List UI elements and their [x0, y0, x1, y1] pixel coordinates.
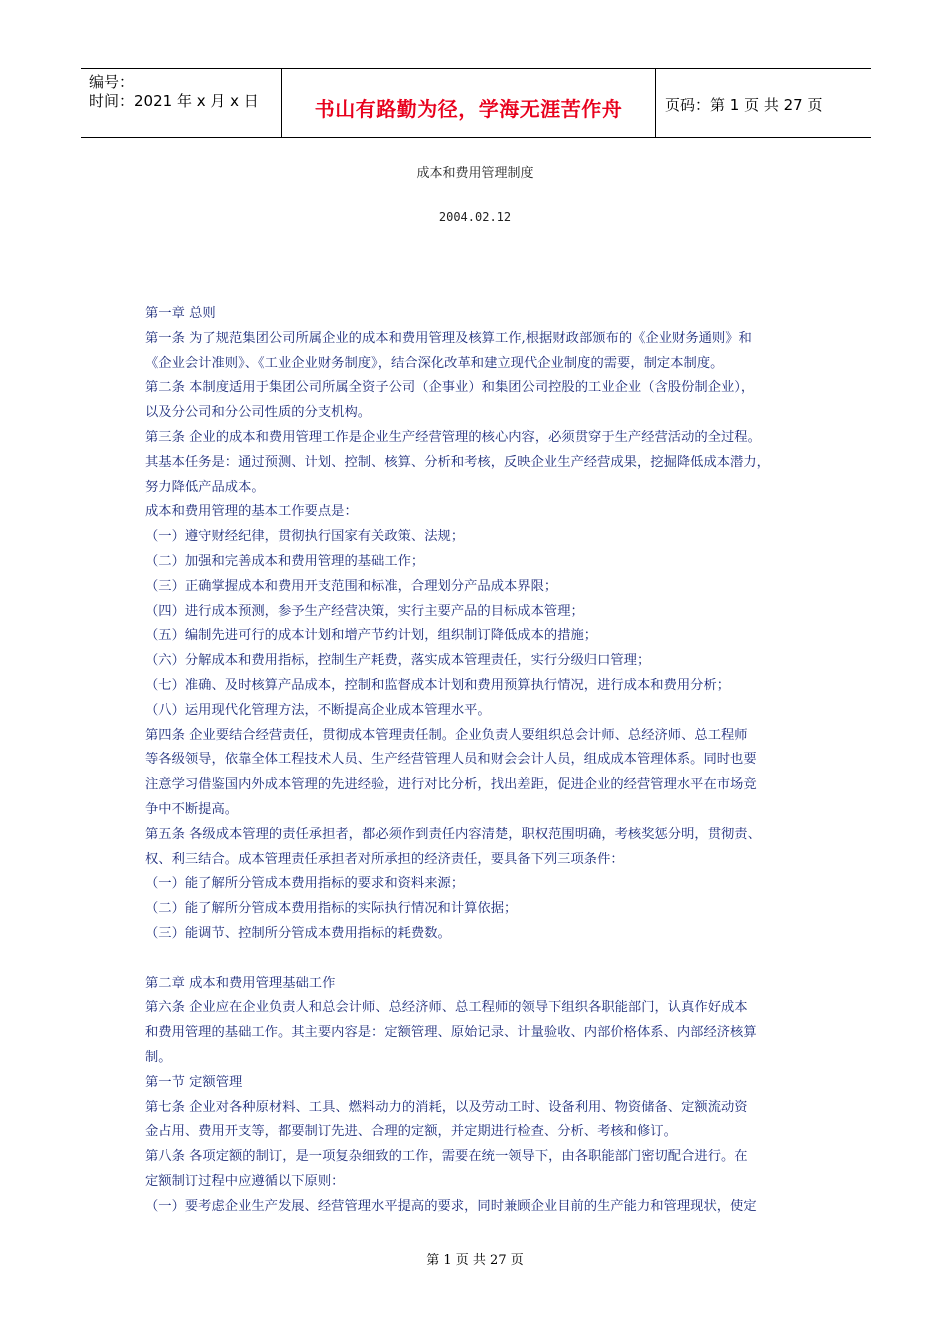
body-line: （三）能调节、控制所分管成本费用指标的耗费数。	[145, 925, 451, 941]
header-motto-cell	[281, 69, 656, 137]
body-line: 第一条 为了规范集团公司所属企业的成本和费用管理及核算工作,根据财政部颁布的《企业财务通则》和	[145, 330, 752, 346]
body-line: 金占用、费用开支等，都要制订先进、合理的定额，并定期进行检查、分析、考核和修订。	[145, 1124, 677, 1140]
body-line: 第七条 企业对各种原材料、工具、燃料动力的消耗，以及劳动工时、设备利用、物资储备、定额流动资	[145, 1099, 748, 1115]
body-line: 其基本任务是：通过预测、计划、控制、核算、分析和考核，反映企业生产经营成果，挖掘降低成本潜力，	[145, 454, 770, 470]
body-line: 《企业会计准则》、《工业企业财务制度》，结合深化改革和建立现代企业制度的需要，制定本制度。	[145, 355, 724, 371]
body-line: 成本和费用管理的基本工作要点是：	[145, 504, 358, 520]
body-line: 制。	[145, 1049, 172, 1065]
document-number-label: 编号：	[89, 73, 135, 91]
body-line: （三）正确掌握成本和费用开支范围和标准，合理划分产品成本界限；	[145, 578, 558, 594]
body-line: 争中不断提高。	[145, 801, 239, 817]
blank-line	[145, 947, 817, 972]
body-line: （一）遵守财经纪律，贯彻执行国家有关政策、法规；	[145, 529, 465, 545]
body-line: 第四条 企业要结合经营责任，贯彻成本管理责任制。企业负责人要组织总会计师、总经济师、总工程师	[145, 727, 748, 743]
body-line: 第二条 本制度适用于集团公司所属全资子公司（企事业）和集团公司控股的工业企业（含股份制企业），	[145, 380, 755, 396]
body-line: （八）运用现代化管理方法，不断提高企业成本管理水平。	[145, 702, 491, 718]
body-line: 第五条 各级成本管理的责任承担者，都必须作到责任内容清楚，职权范围明确，考核奖惩分明，贯彻责、	[145, 826, 761, 842]
page-footer: 第 1 页 共 27 页	[426, 1253, 524, 1268]
header-info-cell	[81, 69, 281, 137]
body-line: 定额制订过程中应遵循以下原则：	[145, 1173, 345, 1189]
body-line: （四）进行成本预测，参予生产经营决策，实行主要产品的目标成本管理；	[145, 603, 584, 619]
body-line: （五）编制先进可行的成本计划和增产节约计划，组织制订降低成本的措施；	[145, 628, 598, 644]
body-line: 等各级领导，依靠全体工程技术人员、生产经营管理人员和财会会计人员，组成成本管理体系。同时也要	[145, 752, 757, 768]
body-line: （七）准确、及时核算产品成本，控制和监督成本计划和费用预算执行情况，进行成本和费用分析；	[145, 677, 731, 693]
body-line: 和费用管理的基础工作。其主要内容是：定额管理、原始记录、计量验收、内部价格体系、内部经济核算	[145, 1025, 757, 1041]
header-page-code: 页码：第 1 页 共 27 页	[665, 96, 823, 114]
document-time-label: 时间：2021 年 x 月 x 日	[89, 92, 259, 110]
body-line: （六）分解成本和费用指标，控制生产耗费，落实成本管理责任，实行分级归口管理；	[145, 653, 651, 669]
body-line: （一）能了解所分管成本费用指标的要求和资料来源；	[145, 876, 465, 892]
page-header	[81, 68, 871, 138]
body-line: 权、利三结合。成本管理责任承担者对所承担的经济责任，要具备下列三项条件：	[145, 851, 624, 867]
body-line: 第三条 企业的成本和费用管理工作是企业生产经营管理的核心内容，必须贯穿于生产经营活动的全过程。	[145, 429, 761, 445]
body-line: （二）能了解所分管成本费用指标的实际执行情况和计算依据；	[145, 901, 518, 917]
body-line: 努力降低产品成本。	[145, 479, 265, 495]
document-body	[145, 302, 817, 1219]
header-motto: 书山有路勤为径，学海无涯苦作舟	[314, 97, 623, 121]
body-line: （一）要考虑企业生产发展、经营管理水平提高的要求，同时兼顾企业目前的生产能力和管理现状，使定	[145, 1198, 757, 1214]
body-line: 第二章 成本和费用管理基础工作	[145, 975, 336, 991]
document-title: 成本和费用管理制度	[416, 166, 534, 181]
body-line: 以及分公司和分公司性质的分支机构。	[145, 405, 372, 421]
body-line: 注意学习借鉴国内外成本管理的先进经验，进行对比分析，找出差距，促进企业的经营管理水平在市场竞	[145, 777, 757, 793]
body-line: 第六条 企业应在企业负责人和总会计师、总经济师、总工程师的领导下组织各职能部门，认真作好成本	[145, 1000, 748, 1016]
body-line: 第八条 各项定额的制订，是一项复杂细致的工作，需要在统一领导下，由各职能部门密切配合进行。在	[145, 1149, 748, 1165]
body-line: 第一章 总则	[145, 306, 216, 321]
body-line: 第一节 定额管理	[145, 1074, 243, 1090]
body-line: （二）加强和完善成本和费用管理的基础工作；	[145, 553, 425, 569]
header-page-cell	[655, 69, 871, 137]
document-date: 2004.02.12	[438, 210, 512, 224]
